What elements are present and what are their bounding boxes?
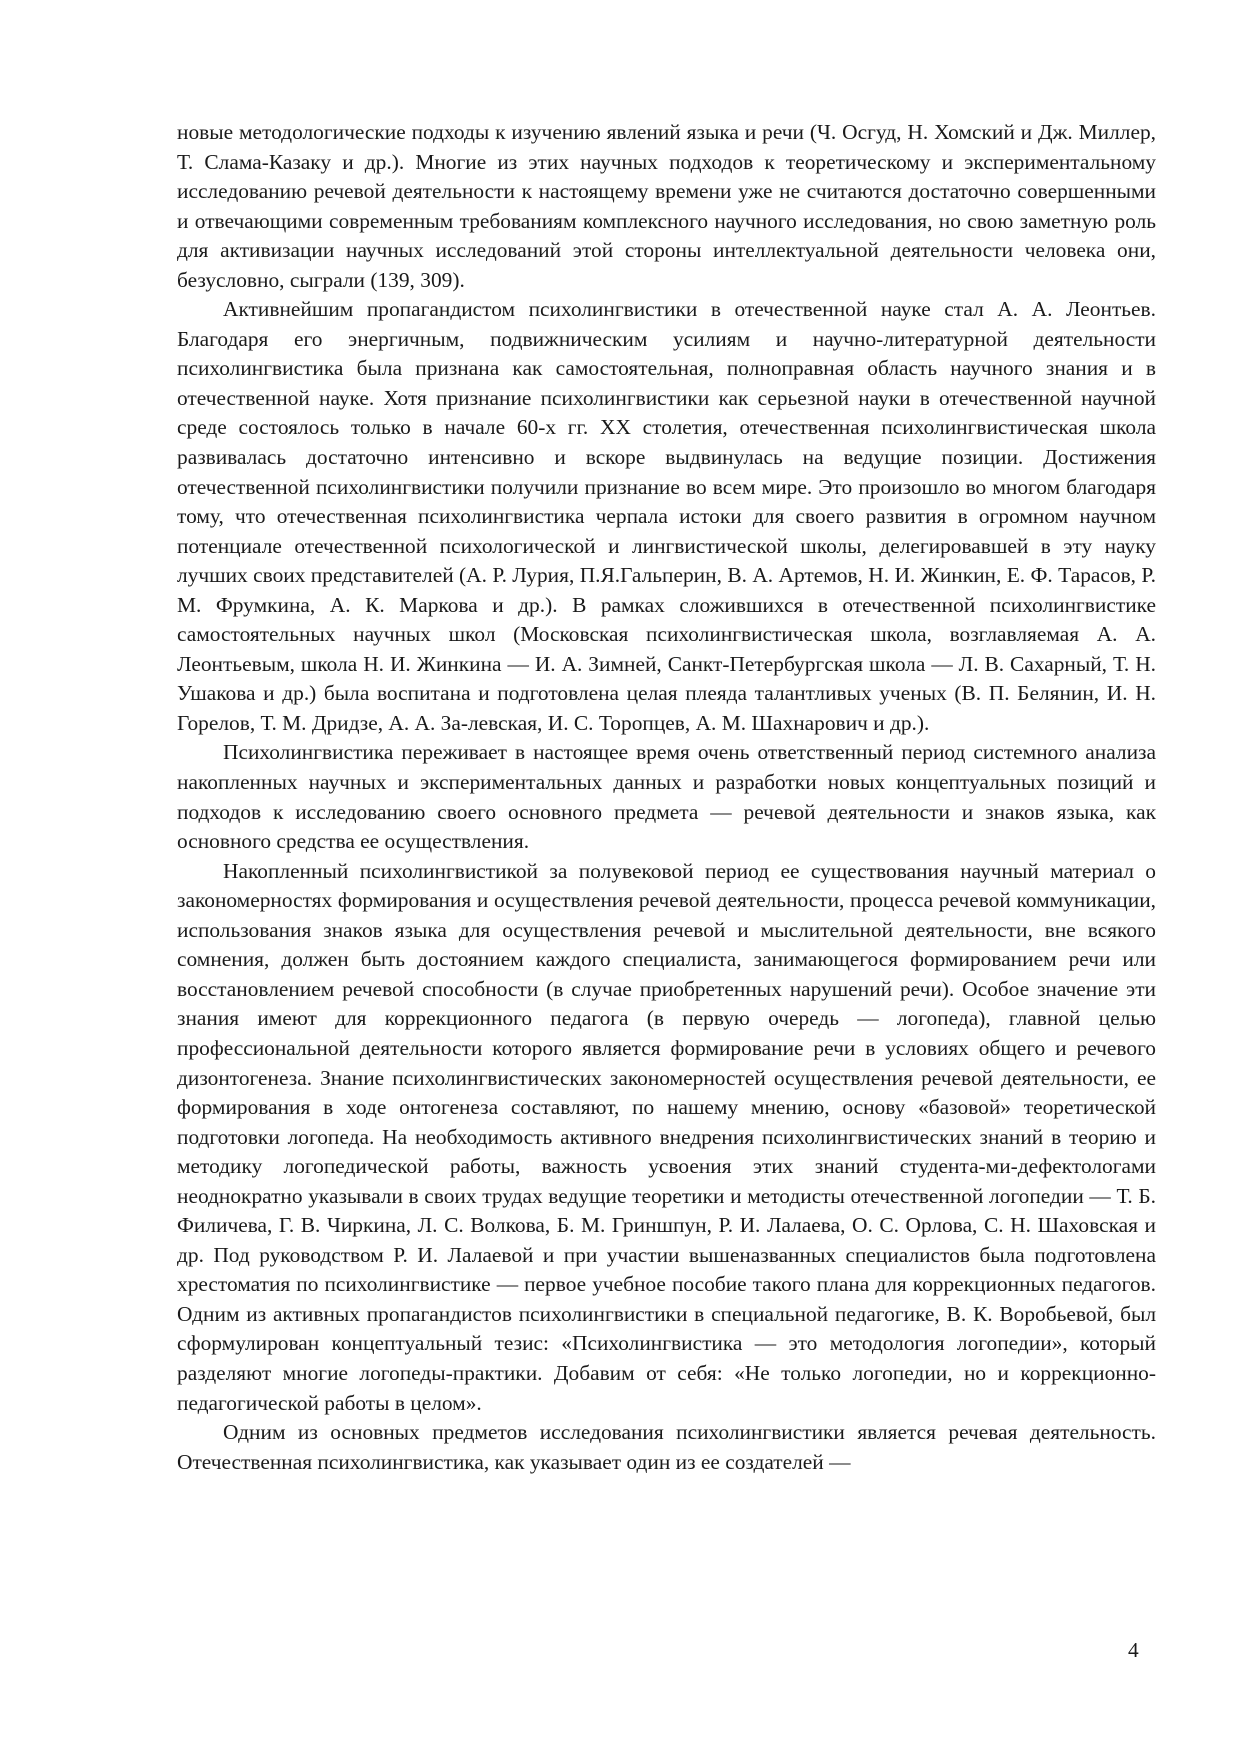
paragraph-2: Активнейшим пропагандистом психолингвистики в отечественной науке стал А. А. Леонтьев. Благодаря его энергичным, подвижническим усилиям и научно-литературной деятельности психолингвистика была признана как самостоятельная, полноправная область научного знания и в отечественной науке. Хотя признание психолингвистики как серьезной науки в отечественной научной среде состоялось только в начале 60-х гг. XX столетия, отечественная психолингвистическая школа развивалась достаточно интенсивно и вскоре выдвинулась на ведущие позиции. Достижения отечественной психолингвистики получили признание во всем мире. Это произошло во многом благодаря тому, что отечественная психолингвистика черпала истоки для своего развития в огромном научном потенциале отечественной психологической и лингвистической школы, делегировавшей в эту науку лучших своих представителей (А. Р. Лурия, П.Я.Гальперин, В. А. Артемов, Н. И. Жинкин, Е. Ф. Тарасов, Р. М. Фрумкина, А. К. Маркова и др.). В рамках сложившихся в отечественной психолингвистике самостоятельных научных школ (Московская психолингвистическая школа, возглавляемая А. А. Леонтьевым, школа Н. И. Жинкина — И. А. Зимней, Санкт-Петербургская школа — Л. В. Сахарный, Т. Н. Ушакова и др.) была воспитана и подготовлена целая плеяда талантливых ученых (В. П. Белянин, И. Н. Горелов, Т. М. Дридзе, А. А. За-левская, И. С. Торопцев, А. М. Шахнарович и др.). <box>177 297 1156 735</box>
paragraph-3: Психолингвистика переживает в настоящее время очень ответственный период системного анализа накопленных научных и экспериментальных данных и разработки новых концептуальных позиций и подходов к исследованию своего основного предмета — речевой деятельности и знаков языка, как основного средства ее осуществления. <box>177 740 1156 854</box>
page-number: 4 <box>1128 1638 1139 1662</box>
paragraph-1: новые методологические подходы к изучению явлений языка и речи (Ч. Осгуд, Н. Хомский и Дж. Миллер, Т. Слама-Казаку и др.). Многие из этих научных подходов к теоретическому и экспериментальному исследованию речевой деятельности к настоящему времени уже не считаются достаточно совершенными и отвечающими современным требованиям комплексного научного исследования, но свою заметную роль для активизации научных исследований этой стороны интеллектуальной деятельности человека они, безусловно, сыграли (139, 309). <box>177 120 1156 292</box>
paragraph-4: Накопленный психолингвистикой за полувековой период ее существования научный материал о закономерностях формирования и осуществления речевой деятельности, процесса речевой коммуникации, использования знаков языка для осуществления речевой и мыслительной деятельности, вне всякого сомнения, должен быть достоянием каждого специалиста, занимающегося формированием речи или восстановлением речевой способности (в случае приобретенных нарушений речи). Особое значение эти знания имеют для коррекционного педагога (в первую очередь — логопеда), главной целью профессиональной деятельности которого является формирование речи в условиях общего и речевого дизонтогенеза. Знание психолингвистических закономерностей осуществления речевой деятельности, ее формирования в ходе онтогенеза составляют, по нашему мнению, основу «базовой» теоретической подготовки логопеда. На необходимость активного внедрения психолингвистических знаний в теорию и методику логопедической работы, важность усвоения этих знаний студента-ми-дефектологами неоднократно указывали в своих трудах ведущие теоретики и методисты отечественной логопедии — Т. Б. Филичева, Г. В. Чиркина, Л. С. Волкова, Б. М. Гриншпун, Р. И. Лалаева, О. С. Орлова, С. Н. Шаховская и др. Под руководством Р. И. Лалаевой и при участии вышеназванных специалистов была подготовлена хрестоматия по психолингвистике — первое учебное пособие такого плана для коррекционных педагогов. Одним из активных пропагандистов психолингвистики в специальной педагогике, В. К. Воробьевой, был сформулирован концептуальный тезис: «Психолингвистика — это методология логопедии», который разделяют многие логопеды-практики. Добавим от себя: «Не только логопедии, но и коррекционно-педагогической работы в целом». <box>177 858 1156 1415</box>
paragraph-5: Одним из основных предметов исследования психолингвистики является речевая деятельность. Отечественная психолингвистика, как указывает один из ее создателей — <box>177 1420 1156 1474</box>
text-body <box>177 118 1156 1477</box>
